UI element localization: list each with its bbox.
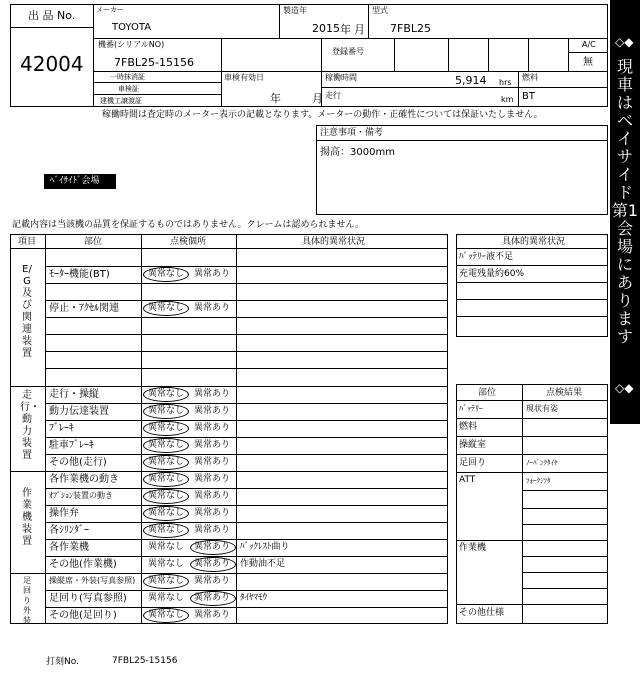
row-ok-option: 異常なし — [148, 457, 185, 467]
row-part: 走行・操縦 — [49, 389, 99, 400]
row-ok-option: 異常なし — [148, 593, 185, 603]
row-result-circle — [143, 455, 189, 470]
row-part: 停止・ｱｸｾﾙ関連 — [49, 303, 119, 314]
inspection-year-unit: 年 — [270, 92, 281, 105]
row-result-circle — [190, 540, 236, 555]
row-result-circle — [190, 557, 236, 572]
row-ok-option: 異常なし — [148, 440, 185, 450]
header-detail: 具体的異常状況 — [302, 237, 366, 247]
row-ng-option: 異常あり — [194, 610, 231, 620]
right-check-result-undercarriage: ﾉｰﾊﾟﾝｸﾀｲﾔ — [526, 459, 558, 467]
cert-inspection: 車検証 — [118, 85, 139, 93]
cert-temp-deregistration: 一時抹消証 — [110, 73, 145, 81]
row-result-circle — [190, 591, 236, 606]
row-result-circle — [143, 438, 189, 453]
cert-transfer: 建機工譲渡証 — [100, 97, 142, 105]
group-work: 作業機装置 — [22, 488, 32, 547]
right-detail-line-2: 充電残量約60% — [459, 269, 525, 279]
row-part: 操縦席・外装(写真参照) — [49, 576, 136, 585]
right-check-part-att: ATT — [459, 475, 476, 485]
row-part: 操作弁 — [49, 508, 79, 519]
remarks-label: 注意事項・備考 — [320, 128, 384, 138]
row-ok-option: 異常なし — [148, 269, 185, 279]
ac-label: A/C — [582, 40, 596, 49]
right-check-header-part: 部位 — [478, 388, 497, 398]
row-ok-option: 異常なし — [148, 474, 185, 484]
row-result-circle — [143, 574, 189, 589]
row-result-circle — [143, 301, 189, 316]
row-ng-option: 異常あり — [194, 406, 231, 416]
row-ng-option: 異常あり — [194, 593, 231, 603]
model-label: 型式 — [372, 6, 388, 15]
right-check-result-battery: 現状有姿 — [526, 404, 558, 413]
maker-label: メーカー — [96, 6, 124, 14]
inspection-label: 車検有効日 — [224, 73, 264, 82]
inspection-month-unit: 月 — [312, 92, 323, 105]
row-detail: 作動油不足 — [240, 559, 286, 569]
row-ok-option: 異常なし — [148, 559, 185, 569]
row-ok-option: 異常なし — [148, 491, 185, 501]
mileage-unit: km — [501, 95, 514, 104]
year-unit: 年 — [340, 23, 351, 36]
stamp-label: 打刻No. — [46, 657, 79, 667]
right-check-part-fuel: 燃料 — [459, 422, 478, 432]
row-part: その他(足回り) — [49, 610, 117, 621]
row-result-circle — [143, 608, 189, 623]
mileage-label: 走行 — [325, 91, 341, 100]
right-check-part-cab: 操縦室 — [459, 440, 487, 450]
row-ok-option: 異常なし — [148, 303, 185, 313]
group-engine: E/G及び関連装置 — [22, 264, 32, 359]
row-ok-option: 異常なし — [148, 423, 185, 433]
maker-value: TOYOTA — [112, 22, 152, 33]
row-ok-option: 異常なし — [148, 525, 185, 535]
hours-unit: hrs — [499, 78, 512, 87]
banner-text: 現車はベイサイド第1会場にあります — [611, 57, 639, 346]
row-ng-option: 異常あり — [194, 576, 231, 586]
venue-tag-label: ﾍﾞｲｻｲﾄﾞ会場 — [50, 176, 100, 186]
group-drive: 走行・動力装置 — [20, 390, 40, 461]
right-check-header-result: 点検結果 — [546, 388, 583, 398]
row-result-circle — [143, 387, 189, 402]
header-check: 点検個所 — [170, 237, 207, 247]
row-part: 各ｼﾘﾝﾀﾞｰ — [49, 525, 89, 536]
header-part: 部位 — [84, 237, 103, 247]
row-result-circle — [143, 404, 189, 419]
row-ng-option: 異常あり — [194, 525, 231, 535]
model-value: 7FBL25 — [390, 22, 431, 35]
row-ng-option: 異常あり — [194, 457, 231, 467]
serial-value: 7FBL25-15156 — [114, 56, 194, 69]
row-ng-option: 異常あり — [194, 440, 231, 450]
row-part: 駐車ﾌﾞﾚｰｷ — [49, 440, 94, 451]
row-result-circle — [143, 267, 189, 282]
year-label: 製造年 — [283, 6, 307, 15]
row-ng-option: 異常あり — [194, 542, 231, 552]
row-part: ﾌﾞﾚｰｷ — [49, 423, 74, 434]
row-detail: ﾀｲﾔﾏﾓｳ — [240, 593, 268, 603]
hours-notice: 稼働時間は査定時のメーター表示の記載となります。メーターの動作・正確性については保証いたしません。 — [102, 110, 543, 120]
row-ng-option: 異常あり — [194, 559, 231, 569]
hours-value: 5,914 — [455, 74, 487, 87]
remarks-value: 揚高：3000mm — [320, 147, 395, 158]
row-ng-option: 異常あり — [194, 423, 231, 433]
row-ng-option: 異常あり — [194, 269, 231, 279]
row-ng-option: 異常あり — [194, 474, 231, 484]
row-ng-option: 異常あり — [194, 508, 231, 518]
row-part: ｵﾌﾟｼｮﾝ装置の動き — [49, 491, 113, 500]
row-result-circle — [143, 506, 189, 521]
row-result-circle — [143, 489, 189, 504]
row-part: 各作業機 — [49, 542, 89, 553]
registration-label: 登録番号 — [332, 47, 364, 56]
row-ng-option: 異常あり — [194, 491, 231, 501]
row-ok-option: 異常なし — [148, 610, 185, 620]
right-detail-header: 具体的異常状況 — [502, 237, 566, 247]
row-part: 各作業機の動き — [49, 474, 119, 485]
row-result-circle — [143, 421, 189, 436]
serial-label: 機番(シリアルNO) — [98, 40, 165, 49]
right-check-part-undercarriage: 足回り — [459, 458, 487, 468]
remarks-box — [316, 125, 608, 215]
row-part: 動力伝達装置 — [49, 406, 109, 417]
month-unit: 月 — [354, 23, 365, 36]
row-result-circle — [143, 472, 189, 487]
right-detail-box — [456, 234, 608, 337]
row-detail: ﾊﾞｯｸﾚｽﾄ曲り — [240, 542, 290, 552]
row-ok-option: 異常なし — [148, 576, 185, 586]
row-result-circle — [143, 523, 189, 538]
banner-mark-top: ◇◆ — [615, 35, 634, 49]
right-check-part-other: その他仕様 — [459, 608, 505, 618]
row-ok-option: 異常なし — [148, 508, 185, 518]
header-item: 項目 — [18, 237, 37, 247]
row-ok-option: 異常なし — [148, 389, 185, 399]
ac-value: 無 — [583, 57, 593, 68]
year-value: 2015 — [312, 22, 340, 35]
disclaimer: 記載内容は当該機の品質を保証するものではありません。クレームは認められません。 — [12, 220, 365, 230]
row-ok-option: 異常なし — [148, 406, 185, 416]
listing-label: 出 品 No. — [28, 9, 76, 22]
stamp-value: 7FBL25-15156 — [112, 656, 178, 666]
right-detail-line-1: ﾊﾞｯﾃﾘｰ液不足 — [459, 252, 514, 262]
banner-mark-bottom: ◇◆ — [615, 381, 634, 395]
fuel-label: 燃料 — [522, 73, 538, 82]
row-part: 足回り(写真参照) — [49, 593, 127, 604]
row-part: その他(走行) — [49, 457, 107, 468]
location-banner — [610, 0, 640, 424]
row-part: その他(作業機) — [49, 559, 117, 570]
row-ng-option: 異常あり — [194, 303, 231, 313]
hours-label: 稼働時間 — [325, 73, 357, 82]
group-undercarriage: 足回り外装 — [23, 576, 31, 625]
listing-number: 42004 — [20, 52, 84, 76]
row-part: ﾓｰﾀｰ機能(BT) — [49, 269, 110, 280]
row-ok-option: 異常なし — [148, 542, 185, 552]
row-ng-option: 異常あり — [194, 389, 231, 399]
right-check-part-workmachine: 作業機 — [459, 543, 487, 553]
fuel-value: BT — [522, 91, 535, 102]
right-check-result-att: ﾌｫｰｸｼﾌﾀ — [526, 477, 551, 485]
right-check-part-battery: ﾊﾞｯﾃﾘｰ — [459, 404, 483, 413]
